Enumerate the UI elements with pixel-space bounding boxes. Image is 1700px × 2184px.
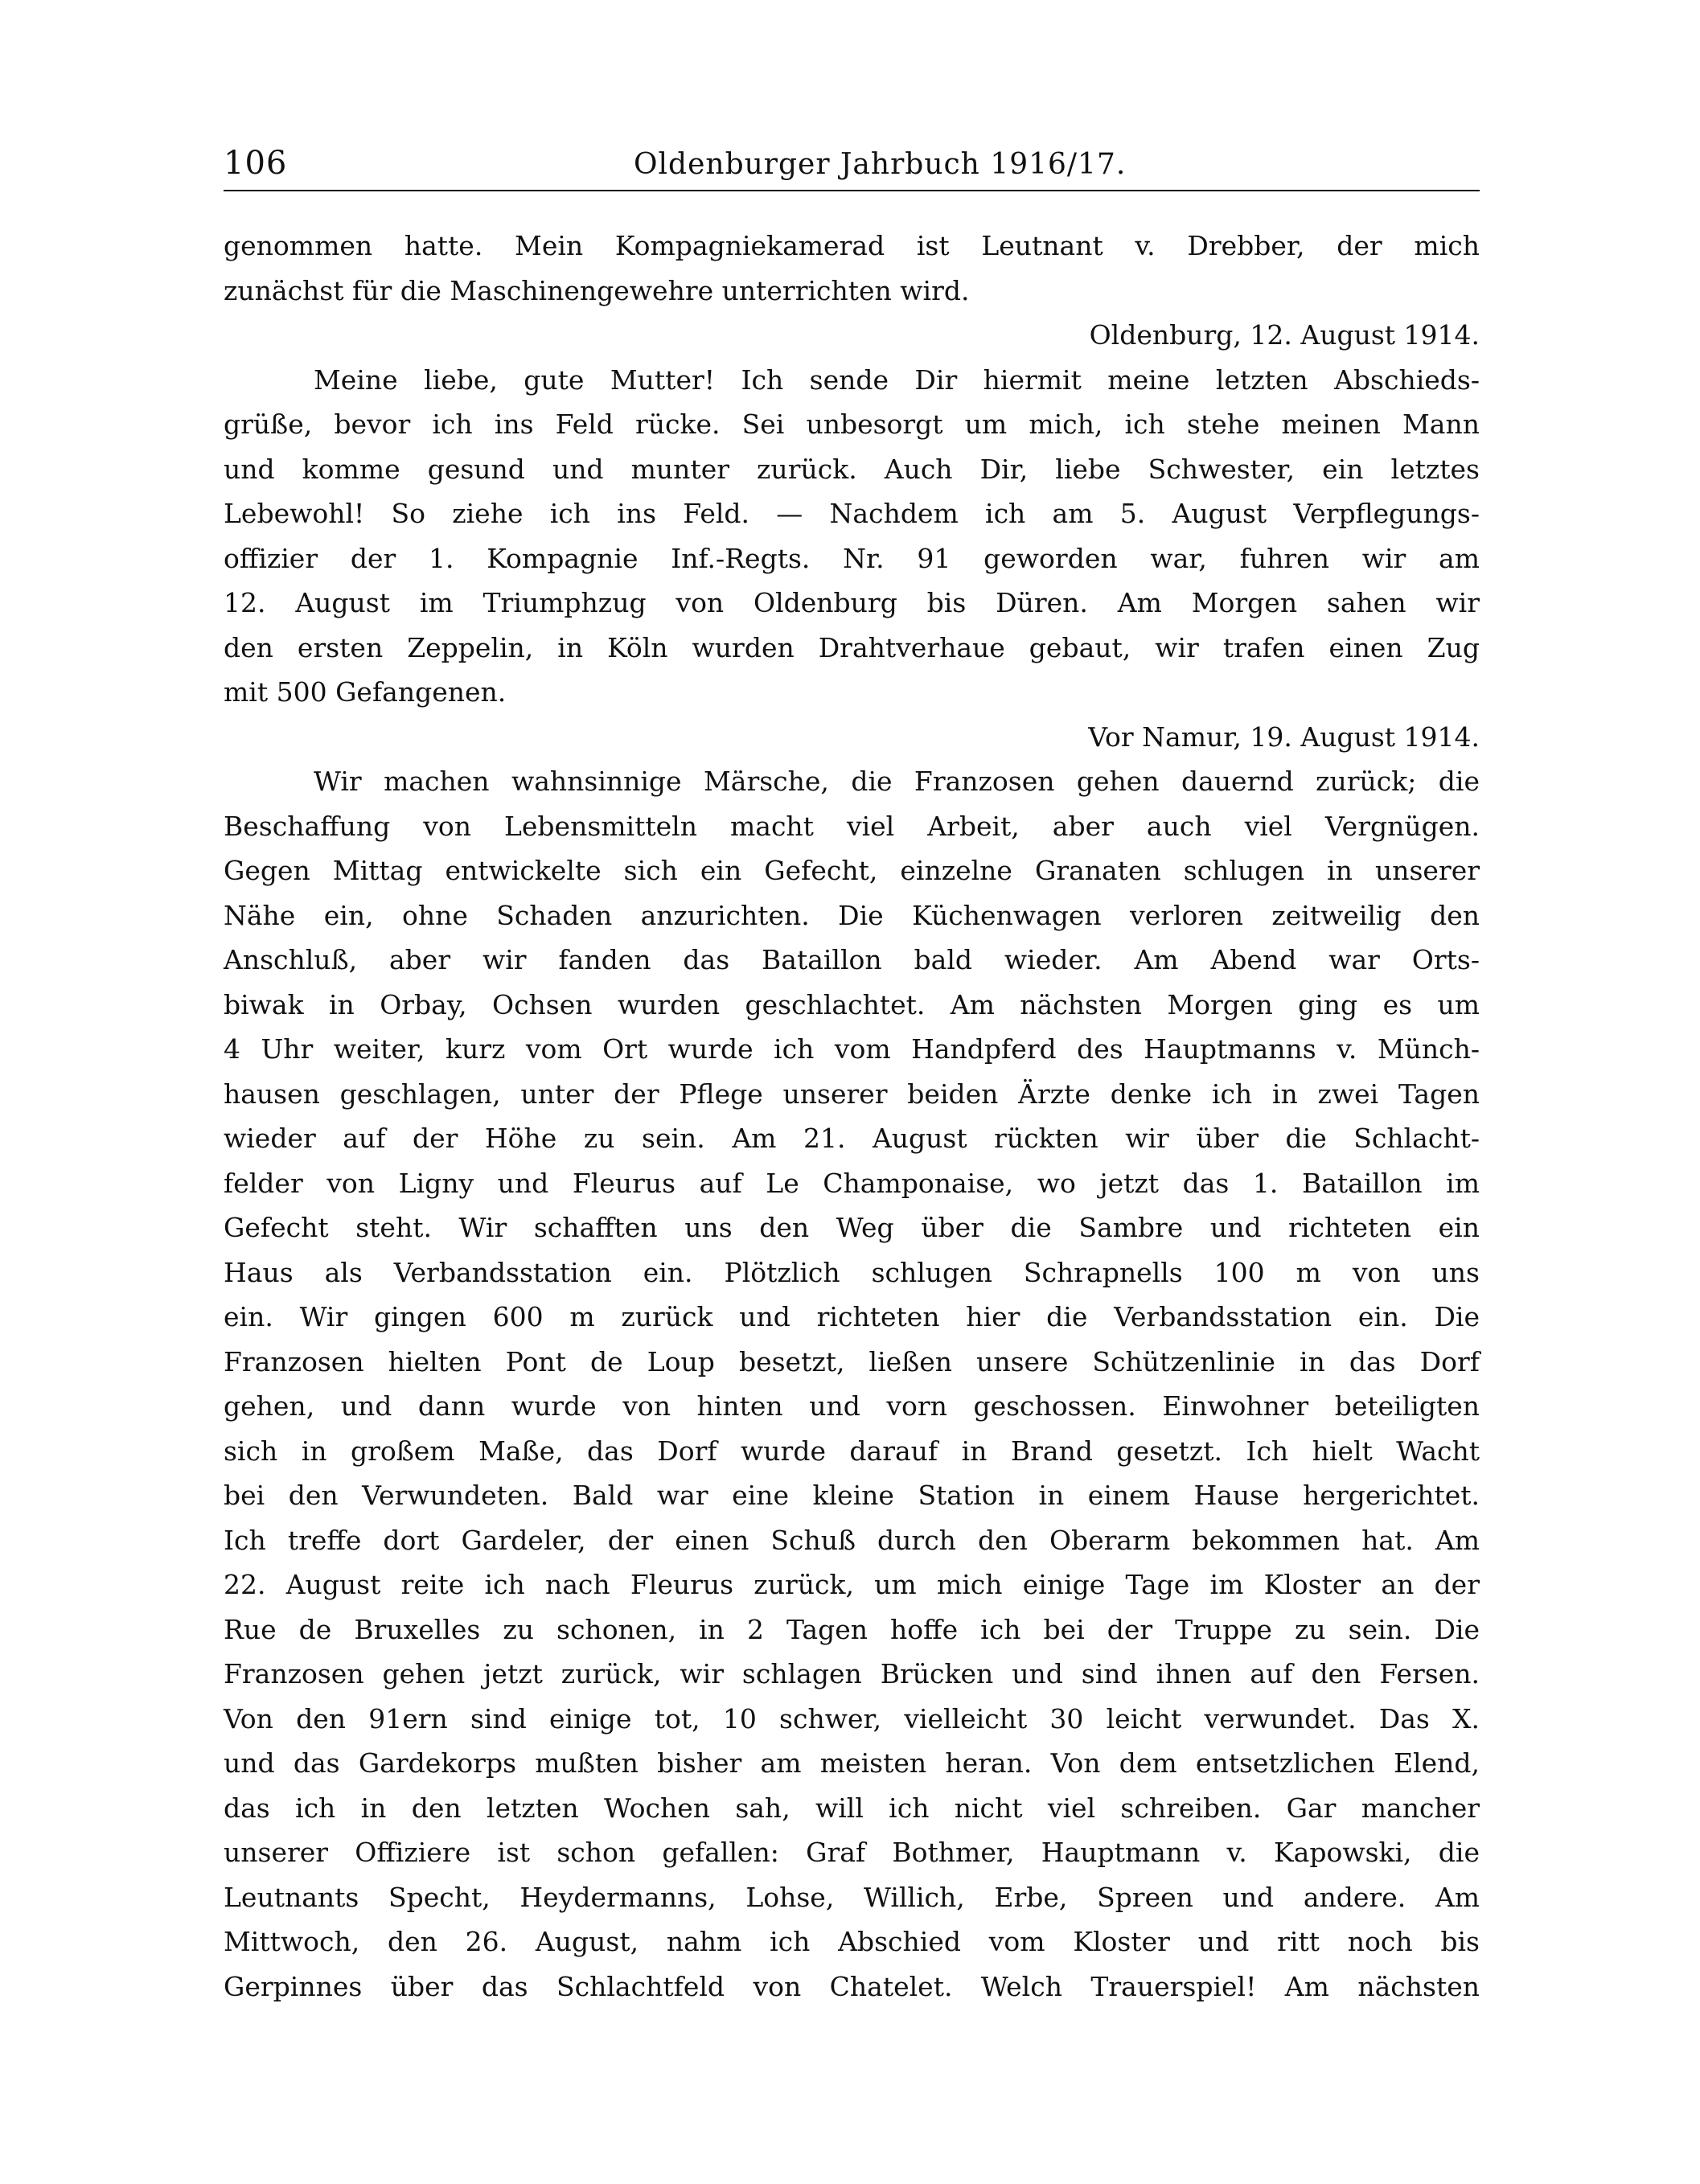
dateline: Vor Namur, 19. August 1914. [1088,720,1480,753]
text-line: Meine liebe, gute Mutter! Ich sende Dir hiermit meine letzten Abschieds- [314,363,1480,396]
text-line: und das Gardekorps mußten bisher am meisten heran. Von dem entsetzlichen Elend, [224,1747,1480,1779]
text-line: Franzosen hielten Pont de Loup besetzt, ließen unsere Schützenlinie in das Dorf [224,1345,1480,1377]
page-header [224,143,1480,183]
text-line: Mittwoch, den 26. August, nahm ich Abschied vom Kloster und ritt noch bis [224,1926,1480,1957]
text-line: grüße, bevor ich ins Feld rücke. Sei unbesorgt um mich, ich stehe meinen Mann [224,408,1480,440]
text-line: Gerpinnes über das Schlachtfeld von Chatelet. Welch Trauerspiel! Am nächsten [224,1970,1480,2002]
text-line: Nähe ein, ohne Schaden anzurichten. Die Küchenwagen verloren zeitweilig den [224,899,1480,931]
text-line: hausen geschlagen, unter der Pflege unserer beiden Ärzte denke ich in zwei Tagen [224,1078,1480,1110]
text-line: Lebewohl! So ziehe ich ins Feld. — Nachdem ich am 5. August Verpflegungs- [224,498,1480,529]
text-line: felder von Ligny und Fleurus auf Le Champonaise, wo jetzt das 1. Bataillon im [224,1167,1480,1199]
text-line: Anschluß, aber wir fanden das Bataillon bald wieder. Am Abend war Orts- [224,944,1480,975]
text-line: Leutnants Specht, Heydermanns, Lohse, Willich, Erbe, Spreen und andere. Am [224,1881,1480,1913]
text-line: offizier der 1. Kompagnie Inf.-Regts. Nr. 91 geworden war, fuhren wir am [224,542,1480,574]
text-line: 22. August reite ich nach Fleurus zurück, um mich einige Tage im Kloster an der [224,1569,1480,1600]
text-line: 4 Uhr weiter, kurz vom Ort wurde ich vom Handpferd des Hauptmanns v. Münch- [224,1033,1480,1065]
text-line: das ich in den letzten Wochen sah, will ich nicht viel schreiben. Gar mancher [224,1792,1480,1824]
text-line: Rue de Bruxelles zu schonen, in 2 Tagen hoffe ich bei der Truppe zu sein. Die [224,1613,1480,1645]
text-line: sich in großem Maße, das Dorf wurde darauf in Brand gesetzt. Ich hielt Wacht [224,1435,1480,1467]
text-line: Beschaffung von Lebensmitteln macht viel Arbeit, aber auch viel Vergnügen. [224,810,1480,842]
header-rule [224,190,1480,191]
text-line: Haus als Verbandsstation ein. Plötzlich schlugen Schrapnells 100 m von uns [224,1256,1480,1288]
text-line: Wir machen wahnsinnige Märsche, die Franzosen gehen dauernd zurück; die [314,766,1480,797]
text-line: mit 500 Gefangenen. [224,676,507,708]
text-line: genommen hatte. Mein Kompagniekamerad ist Leutnant v. Drebber, der mich [224,230,1480,261]
page-number: 106 [224,145,288,182]
text-line: ein. Wir gingen 600 m zurück und richteten hier die Verbandsstation ein. Die [224,1301,1480,1332]
text-line: Ich treffe dort Gardeler, der einen Schuß durch den Oberarm bekommen hat. Am [224,1524,1480,1556]
running-head: Oldenburger Jahrbuch 1916/17. [634,148,1127,181]
text-line: gehen, und dann wurde von hinten und vorn geschossen. Einwohner beteiligten [224,1390,1480,1422]
dateline: Oldenburg, 12. August 1914. [1089,319,1480,351]
text-line: biwak in Orbay, Ochsen wurden geschlachtet. Am nächsten Morgen ging es um [224,988,1480,1020]
text-line: bei den Verwundeten. Bald war eine kleine Station in einem Hause hergerichtet. [224,1480,1480,1511]
text-line: Franzosen gehen jetzt zurück, wir schlagen Brücken und sind ihnen auf den Fersen. [224,1658,1480,1689]
text-line: Gegen Mittag entwickelte sich ein Gefecht, einzelne Granaten schlugen in unserer [224,855,1480,886]
text-line: Von den 91ern sind einige tot, 10 schwer, vielleicht 30 leicht verwundet. Das X. [224,1702,1480,1734]
text-line: wieder auf der Höhe zu sein. Am 21. August rückten wir über die Schlacht- [224,1123,1480,1154]
text-line: und komme gesund und munter zurück. Auch Dir, liebe Schwester, ein letztes [224,453,1480,485]
text-line: zunächst für die Maschinengewehre unterrichten wird. [224,274,970,306]
text-line: den ersten Zeppelin, in Köln wurden Drahtverhaue gebaut, wir trafen einen Zug [224,631,1480,663]
body-text [224,224,1480,2009]
text-line: Gefecht steht. Wir schafften uns den Weg über die Sambre und richteten ein [224,1212,1480,1243]
text-line: 12. August im Triumphzug von Oldenburg bis Düren. Am Morgen sahen wir [224,587,1480,618]
text-line: unserer Offiziere ist schon gefallen: Graf Bothmer, Hauptmann v. Kapowski, die [224,1837,1480,1868]
